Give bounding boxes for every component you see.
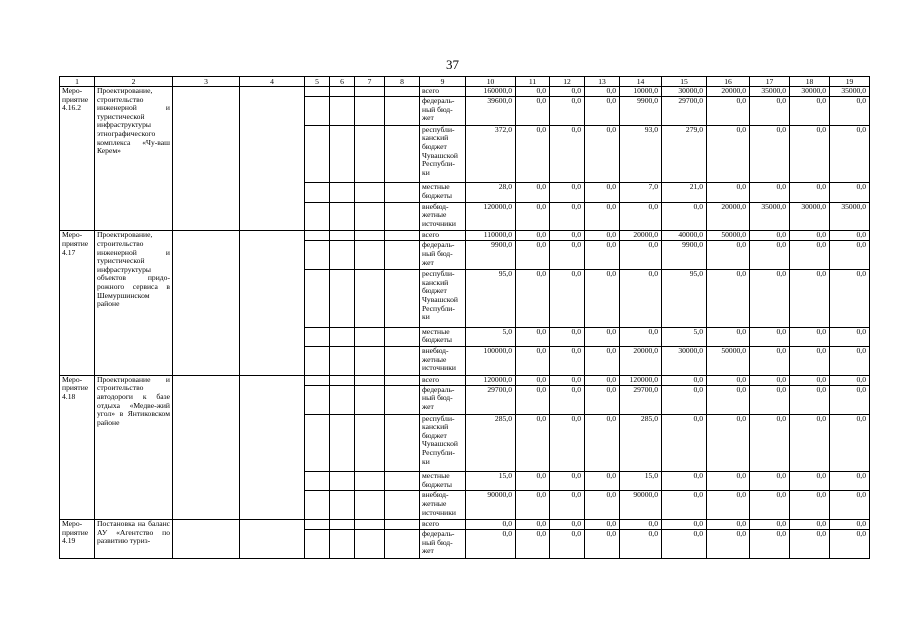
measure-code: Меро- приятие 4.18 — [60, 375, 95, 519]
amount-cell: 0,0 — [585, 491, 620, 520]
measure-name: Проектирование и строительство автодороги к базе отдыха «Медве-жий угол» в Янтиковском районе — [95, 375, 173, 519]
header-cell-16: 16 — [707, 77, 750, 87]
classification-code-cell — [355, 346, 385, 375]
funding-source: федераль- ный бюд- жет — [420, 530, 466, 559]
amount-cell: 0,0 — [516, 270, 550, 328]
amount-cell: 372,0 — [466, 125, 516, 183]
amount-cell: 0,0 — [550, 327, 585, 346]
header-cell-1: 1 — [60, 77, 95, 87]
amount-cell: 0,0 — [707, 385, 750, 414]
amount-cell: 0,0 — [550, 125, 585, 183]
amount-cell: 0,0 — [830, 530, 870, 559]
amount-cell: 0,0 — [830, 183, 870, 202]
classification-code-cell — [385, 231, 420, 241]
funding-source: внебюд- жетные источники — [420, 202, 466, 231]
classification-code-cell — [355, 472, 385, 491]
amount-cell: 0,0 — [750, 183, 790, 202]
amount-cell: 0,0 — [585, 270, 620, 328]
amount-cell: 0,0 — [550, 346, 585, 375]
amount-cell: 0,0 — [550, 385, 585, 414]
table-row — [60, 375, 870, 385]
amount-cell: 0,0 — [585, 530, 620, 559]
classification-code-cell — [355, 183, 385, 202]
amount-cell: 20000,0 — [620, 231, 662, 241]
amount-cell: 0,0 — [620, 270, 662, 328]
amount-cell: 0,0 — [620, 530, 662, 559]
classification-code-cell — [355, 530, 385, 559]
amount-cell: 0,0 — [790, 183, 830, 202]
funding-source: местные бюджеты — [420, 183, 466, 202]
amount-cell: 0,0 — [790, 385, 830, 414]
amount-cell: 29700,0 — [620, 385, 662, 414]
amount-cell: 0,0 — [750, 231, 790, 241]
amount-cell: 0,0 — [620, 520, 662, 530]
amount-cell: 0,0 — [585, 241, 620, 270]
header-cell-17: 17 — [750, 77, 790, 87]
measure-name: Проектирование, строительство инженерной и туристической инфраструктуры объектов придо-рожного сервиса в Шемуршинском районе — [95, 231, 173, 375]
amount-cell: 0,0 — [550, 202, 585, 231]
classification-code-cell — [305, 385, 330, 414]
amount-cell: 28,0 — [466, 183, 516, 202]
amount-cell: 0,0 — [790, 125, 830, 183]
amount-cell: 0,0 — [707, 520, 750, 530]
header-cell-19: 19 — [830, 77, 870, 87]
classification-code-cell — [385, 87, 420, 97]
amount-cell: 30000,0 — [662, 346, 707, 375]
header-cell-5: 5 — [305, 77, 330, 87]
amount-cell: 0,0 — [585, 231, 620, 241]
amount-cell: 0,0 — [662, 375, 707, 385]
amount-cell: 20000,0 — [707, 87, 750, 97]
header-cell-3: 3 — [173, 77, 240, 87]
amount-cell: 0,0 — [830, 327, 870, 346]
amount-cell: 0,0 — [707, 241, 750, 270]
amount-cell: 0,0 — [790, 491, 830, 520]
classification-code-cell — [330, 375, 355, 385]
responsible-cell — [173, 231, 240, 375]
classification-code-cell — [355, 231, 385, 241]
header-cell-18: 18 — [790, 77, 830, 87]
amount-cell: 0,0 — [516, 491, 550, 520]
classification-code-cell — [385, 327, 420, 346]
classification-code-cell — [305, 87, 330, 97]
classification-code-cell — [330, 520, 355, 530]
amount-cell: 30000,0 — [662, 87, 707, 97]
classification-code-cell — [355, 520, 385, 530]
classification-code-cell — [385, 385, 420, 414]
amount-cell: 0,0 — [516, 183, 550, 202]
amount-cell: 0,0 — [516, 530, 550, 559]
amount-cell: 93,0 — [620, 125, 662, 183]
amount-cell: 9900,0 — [662, 241, 707, 270]
classification-code-cell — [305, 125, 330, 183]
measure-code: Меро- приятие 4.16.2 — [60, 87, 95, 231]
amount-cell: 95,0 — [662, 270, 707, 328]
amount-cell: 120000,0 — [466, 375, 516, 385]
amount-cell: 0,0 — [830, 385, 870, 414]
table-body — [60, 77, 870, 559]
amount-cell: 0,0 — [585, 183, 620, 202]
amount-cell: 0,0 — [707, 491, 750, 520]
amount-cell: 0,0 — [620, 202, 662, 231]
amount-cell: 0,0 — [790, 346, 830, 375]
amount-cell: 90000,0 — [466, 491, 516, 520]
classification-code-cell — [330, 183, 355, 202]
classification-code-cell — [330, 270, 355, 328]
amount-cell: 0,0 — [585, 414, 620, 472]
amount-cell: 0,0 — [550, 97, 585, 126]
classification-code-cell — [330, 491, 355, 520]
amount-cell: 0,0 — [585, 125, 620, 183]
amount-cell: 0,0 — [830, 491, 870, 520]
amount-cell: 0,0 — [466, 530, 516, 559]
amount-cell: 0,0 — [707, 414, 750, 472]
amount-cell: 9900,0 — [466, 241, 516, 270]
amount-cell: 0,0 — [550, 530, 585, 559]
classification-code-cell — [330, 414, 355, 472]
amount-cell: 5,0 — [662, 327, 707, 346]
classification-code-cell — [305, 231, 330, 241]
classification-code-cell — [305, 97, 330, 126]
amount-cell: 50000,0 — [707, 346, 750, 375]
participants-cell — [240, 520, 305, 559]
amount-cell: 95,0 — [466, 270, 516, 328]
amount-cell: 0,0 — [620, 241, 662, 270]
classification-code-cell — [330, 472, 355, 491]
funding-source: всего — [420, 375, 466, 385]
amount-cell: 35000,0 — [750, 202, 790, 231]
amount-cell: 0,0 — [585, 202, 620, 231]
amount-cell: 0,0 — [830, 97, 870, 126]
amount-cell: 0,0 — [830, 414, 870, 472]
header-cell-7: 7 — [355, 77, 385, 87]
amount-cell: 0,0 — [662, 491, 707, 520]
amount-cell: 0,0 — [550, 270, 585, 328]
amount-cell: 0,0 — [830, 231, 870, 241]
header-cell-9: 9 — [420, 77, 466, 87]
table-row — [60, 520, 870, 530]
amount-cell: 0,0 — [830, 270, 870, 328]
amount-cell: 110000,0 — [466, 231, 516, 241]
amount-cell: 0,0 — [707, 530, 750, 559]
classification-code-cell — [305, 202, 330, 231]
amount-cell: 0,0 — [516, 346, 550, 375]
amount-cell: 0,0 — [750, 385, 790, 414]
amount-cell: 0,0 — [750, 241, 790, 270]
classification-code-cell — [330, 87, 355, 97]
classification-code-cell — [355, 385, 385, 414]
classification-code-cell — [385, 270, 420, 328]
funding-source: местные бюджеты — [420, 472, 466, 491]
amount-cell: 0,0 — [516, 125, 550, 183]
amount-cell: 0,0 — [830, 125, 870, 183]
amount-cell: 0,0 — [550, 183, 585, 202]
amount-cell: 0,0 — [662, 472, 707, 491]
amount-cell: 0,0 — [790, 231, 830, 241]
amount-cell: 0,0 — [790, 97, 830, 126]
amount-cell: 0,0 — [550, 231, 585, 241]
classification-code-cell — [355, 241, 385, 270]
amount-cell: 0,0 — [790, 375, 830, 385]
classification-code-cell — [305, 491, 330, 520]
measure-code: Меро- приятие 4.19 — [60, 520, 95, 559]
amount-cell: 0,0 — [550, 414, 585, 472]
amount-cell: 0,0 — [750, 530, 790, 559]
budget-table — [59, 76, 870, 559]
classification-code-cell — [385, 183, 420, 202]
classification-code-cell — [385, 241, 420, 270]
funding-source: внебюд- жетные источники — [420, 491, 466, 520]
amount-cell: 285,0 — [620, 414, 662, 472]
amount-cell: 0,0 — [750, 125, 790, 183]
amount-cell: 0,0 — [516, 385, 550, 414]
participants-cell — [240, 87, 305, 231]
amount-cell: 0,0 — [750, 346, 790, 375]
classification-code-cell — [385, 472, 420, 491]
header-cell-6: 6 — [330, 77, 355, 87]
classification-code-cell — [305, 241, 330, 270]
classification-code-cell — [355, 125, 385, 183]
amount-cell: 0,0 — [585, 385, 620, 414]
amount-cell: 0,0 — [550, 375, 585, 385]
amount-cell: 0,0 — [707, 375, 750, 385]
amount-cell: 0,0 — [830, 375, 870, 385]
classification-code-cell — [355, 414, 385, 472]
amount-cell: 0,0 — [516, 414, 550, 472]
amount-cell: 40000,0 — [662, 231, 707, 241]
amount-cell: 0,0 — [750, 520, 790, 530]
classification-code-cell — [330, 346, 355, 375]
amount-cell: 50000,0 — [707, 231, 750, 241]
measure-code: Меро- приятие 4.17 — [60, 231, 95, 375]
classification-code-cell — [305, 520, 330, 530]
amount-cell: 30000,0 — [790, 87, 830, 97]
funding-source: внебюд- жетные источники — [420, 346, 466, 375]
amount-cell: 15,0 — [620, 472, 662, 491]
amount-cell: 10000,0 — [620, 87, 662, 97]
amount-cell: 0,0 — [830, 520, 870, 530]
classification-code-cell — [355, 97, 385, 126]
amount-cell: 0,0 — [516, 202, 550, 231]
amount-cell: 39600,0 — [466, 97, 516, 126]
classification-code-cell — [330, 327, 355, 346]
responsible-cell — [173, 520, 240, 559]
classification-code-cell — [385, 491, 420, 520]
amount-cell: 0,0 — [550, 520, 585, 530]
classification-code-cell — [385, 530, 420, 559]
amount-cell: 0,0 — [516, 327, 550, 346]
amount-cell: 0,0 — [750, 270, 790, 328]
funding-source: республи- канский бюджет Чувашской Республи- ки — [420, 414, 466, 472]
amount-cell: 0,0 — [790, 472, 830, 491]
funding-source: местные бюджеты — [420, 327, 466, 346]
funding-source: республи- канский бюджет Чувашской Республи- ки — [420, 270, 466, 328]
measure-name: Проектирование, строительство инженерной и туристической инфраструктуры этнографического комплекса «Чу-ваш Керем» — [95, 87, 173, 231]
classification-code-cell — [385, 414, 420, 472]
amount-cell: 0,0 — [707, 472, 750, 491]
amount-cell: 29700,0 — [466, 385, 516, 414]
responsible-cell — [173, 375, 240, 519]
amount-cell: 0,0 — [750, 472, 790, 491]
amount-cell: 35000,0 — [830, 202, 870, 231]
funding-source: республи- канский бюджет Чувашской Республи- ки — [420, 125, 466, 183]
amount-cell: 0,0 — [516, 241, 550, 270]
header-cell-15: 15 — [662, 77, 707, 87]
classification-code-cell — [355, 202, 385, 231]
amount-cell: 0,0 — [790, 530, 830, 559]
classification-code-cell — [305, 346, 330, 375]
amount-cell: 0,0 — [707, 125, 750, 183]
funding-source: всего — [420, 87, 466, 97]
header-cell-13: 13 — [585, 77, 620, 87]
amount-cell: 21,0 — [662, 183, 707, 202]
header-row — [60, 77, 870, 87]
amount-cell: 0,0 — [707, 97, 750, 126]
amount-cell: 0,0 — [550, 241, 585, 270]
amount-cell: 0,0 — [790, 520, 830, 530]
amount-cell: 0,0 — [662, 520, 707, 530]
amount-cell: 20000,0 — [620, 346, 662, 375]
amount-cell: 0,0 — [516, 520, 550, 530]
amount-cell: 0,0 — [790, 414, 830, 472]
amount-cell: 0,0 — [830, 472, 870, 491]
classification-code-cell — [385, 202, 420, 231]
responsible-cell — [173, 87, 240, 231]
amount-cell: 0,0 — [620, 327, 662, 346]
amount-cell: 0,0 — [662, 202, 707, 231]
amount-cell: 9900,0 — [620, 97, 662, 126]
classification-code-cell — [305, 472, 330, 491]
page-number: 37 — [446, 57, 459, 72]
amount-cell: 0,0 — [750, 491, 790, 520]
amount-cell: 0,0 — [585, 87, 620, 97]
amount-cell: 0,0 — [830, 241, 870, 270]
amount-cell: 7,0 — [620, 183, 662, 202]
amount-cell: 30000,0 — [790, 202, 830, 231]
amount-cell: 0,0 — [516, 472, 550, 491]
amount-cell: 0,0 — [466, 520, 516, 530]
classification-code-cell — [330, 385, 355, 414]
classification-code-cell — [385, 97, 420, 126]
classification-code-cell — [305, 327, 330, 346]
classification-code-cell — [385, 346, 420, 375]
header-cell-8: 8 — [385, 77, 420, 87]
amount-cell: 120000,0 — [466, 202, 516, 231]
amount-cell: 0,0 — [662, 385, 707, 414]
classification-code-cell — [305, 414, 330, 472]
participants-cell — [240, 375, 305, 519]
amount-cell: 0,0 — [516, 97, 550, 126]
funding-source: всего — [420, 520, 466, 530]
participants-cell — [240, 231, 305, 375]
table-row — [60, 231, 870, 241]
table-row — [60, 87, 870, 97]
header-cell-10: 10 — [466, 77, 516, 87]
amount-cell: 0,0 — [585, 97, 620, 126]
amount-cell: 120000,0 — [620, 375, 662, 385]
classification-code-cell — [330, 202, 355, 231]
funding-source: всего — [420, 231, 466, 241]
amount-cell: 35000,0 — [830, 87, 870, 97]
amount-cell: 0,0 — [516, 231, 550, 241]
classification-code-cell — [385, 125, 420, 183]
amount-cell: 0,0 — [550, 472, 585, 491]
classification-code-cell — [385, 520, 420, 530]
amount-cell: 0,0 — [516, 87, 550, 97]
amount-cell: 0,0 — [750, 414, 790, 472]
amount-cell: 0,0 — [830, 346, 870, 375]
classification-code-cell — [305, 375, 330, 385]
amount-cell: 279,0 — [662, 125, 707, 183]
funding-source: федераль- ный бюд- жет — [420, 97, 466, 126]
classification-code-cell — [355, 87, 385, 97]
amount-cell: 0,0 — [790, 327, 830, 346]
amount-cell: 0,0 — [585, 375, 620, 385]
classification-code-cell — [330, 231, 355, 241]
amount-cell: 20000,0 — [707, 202, 750, 231]
amount-cell: 29700,0 — [662, 97, 707, 126]
amount-cell: 90000,0 — [620, 491, 662, 520]
classification-code-cell — [305, 270, 330, 328]
header-cell-2: 2 — [95, 77, 173, 87]
amount-cell: 0,0 — [550, 87, 585, 97]
classification-code-cell — [305, 183, 330, 202]
classification-code-cell — [330, 125, 355, 183]
amount-cell: 0,0 — [707, 183, 750, 202]
classification-code-cell — [330, 97, 355, 126]
classification-code-cell — [385, 375, 420, 385]
header-cell-11: 11 — [516, 77, 550, 87]
amount-cell: 0,0 — [707, 270, 750, 328]
header-cell-14: 14 — [620, 77, 662, 87]
funding-source: федераль- ный бюд- жет — [420, 385, 466, 414]
amount-cell: 0,0 — [707, 327, 750, 346]
amount-cell: 0,0 — [750, 97, 790, 126]
classification-code-cell — [355, 491, 385, 520]
amount-cell: 0,0 — [662, 414, 707, 472]
measure-name: Постановка на баланс АУ «Агентство по развитию туриз- — [95, 520, 173, 559]
header-cell-12: 12 — [550, 77, 585, 87]
amount-cell: 100000,0 — [466, 346, 516, 375]
amount-cell: 0,0 — [790, 241, 830, 270]
classification-code-cell — [355, 375, 385, 385]
classification-code-cell — [355, 270, 385, 328]
amount-cell: 0,0 — [516, 375, 550, 385]
amount-cell: 0,0 — [585, 346, 620, 375]
classification-code-cell — [355, 327, 385, 346]
amount-cell: 0,0 — [585, 520, 620, 530]
header-cell-4: 4 — [240, 77, 305, 87]
classification-code-cell — [305, 530, 330, 559]
amount-cell: 0,0 — [662, 530, 707, 559]
amount-cell: 5,0 — [466, 327, 516, 346]
amount-cell: 285,0 — [466, 414, 516, 472]
amount-cell: 15,0 — [466, 472, 516, 491]
amount-cell: 0,0 — [585, 472, 620, 491]
amount-cell: 0,0 — [790, 270, 830, 328]
amount-cell: 0,0 — [750, 375, 790, 385]
amount-cell: 0,0 — [585, 327, 620, 346]
amount-cell: 160000,0 — [466, 87, 516, 97]
amount-cell: 35000,0 — [750, 87, 790, 97]
amount-cell: 0,0 — [750, 327, 790, 346]
classification-code-cell — [330, 530, 355, 559]
amount-cell: 0,0 — [550, 491, 585, 520]
funding-source: федераль- ный бюд- жет — [420, 241, 466, 270]
classification-code-cell — [330, 241, 355, 270]
